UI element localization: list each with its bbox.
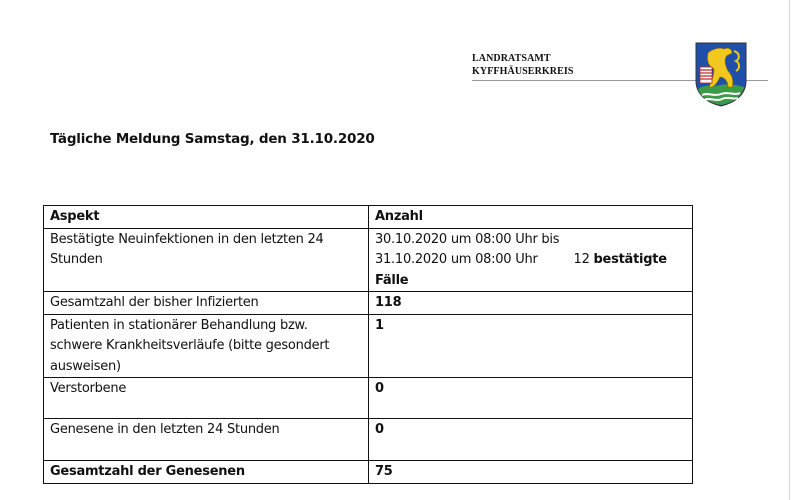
- report-table: [43, 205, 693, 484]
- letterhead-line-2: KYFFHÄUSERKREIS: [472, 66, 574, 77]
- aspect-cell: Verstorbene: [44, 378, 369, 419]
- table-header-row: [44, 206, 693, 229]
- table-row: [44, 378, 693, 419]
- value-cell: 1: [369, 314, 693, 378]
- table-row: [44, 461, 693, 484]
- value-cell: [369, 228, 693, 292]
- value-cell: 75: [369, 461, 693, 484]
- aspect-cell: Bestätigte Neuinfektionen in den letzten 24 Stunden: [44, 228, 369, 292]
- new-cases-count: 12: [573, 252, 590, 267]
- letterhead-line-1: LANDRATSAMT: [472, 53, 551, 64]
- period-start: 30.10.2020 um 08:00 Uhr bis: [375, 231, 560, 247]
- aspect-cell: Gesamtzahl der bisher Infizierten: [44, 292, 369, 315]
- letterhead: [472, 52, 574, 78]
- value-cell: 0: [369, 378, 693, 419]
- new-cases-label-2: Fälle: [375, 272, 409, 288]
- table-row: [44, 314, 693, 378]
- table-row: [44, 228, 693, 292]
- period-end: 31.10.2020 um 08:00 Uhr: [375, 252, 538, 267]
- value-cell: 118: [369, 292, 693, 315]
- table-row: [44, 292, 693, 315]
- new-cases-count-wrap: [574, 250, 667, 271]
- aspect-cell: Genesene in den letzten 24 Stunden: [44, 419, 369, 461]
- new-cases-label: bestätigte: [593, 252, 667, 267]
- coat-of-arms-icon: [694, 41, 748, 107]
- column-header-aspekt: Aspekt: [44, 206, 369, 229]
- column-header-anzahl: Anzahl: [369, 206, 693, 229]
- period-end-line: [375, 250, 686, 271]
- page-edge: [789, 0, 790, 500]
- value-cell: 0: [369, 419, 693, 461]
- table-row: [44, 419, 693, 461]
- page-title: Tägliche Meldung Samstag, den 31.10.2020: [50, 131, 375, 147]
- aspect-cell: Gesamtzahl der Genesenen: [44, 461, 369, 484]
- aspect-cell: Patienten in stationärer Behandlung bzw. schwere Krankheitsverläufe (bitte gesondert ausweisen): [44, 314, 369, 378]
